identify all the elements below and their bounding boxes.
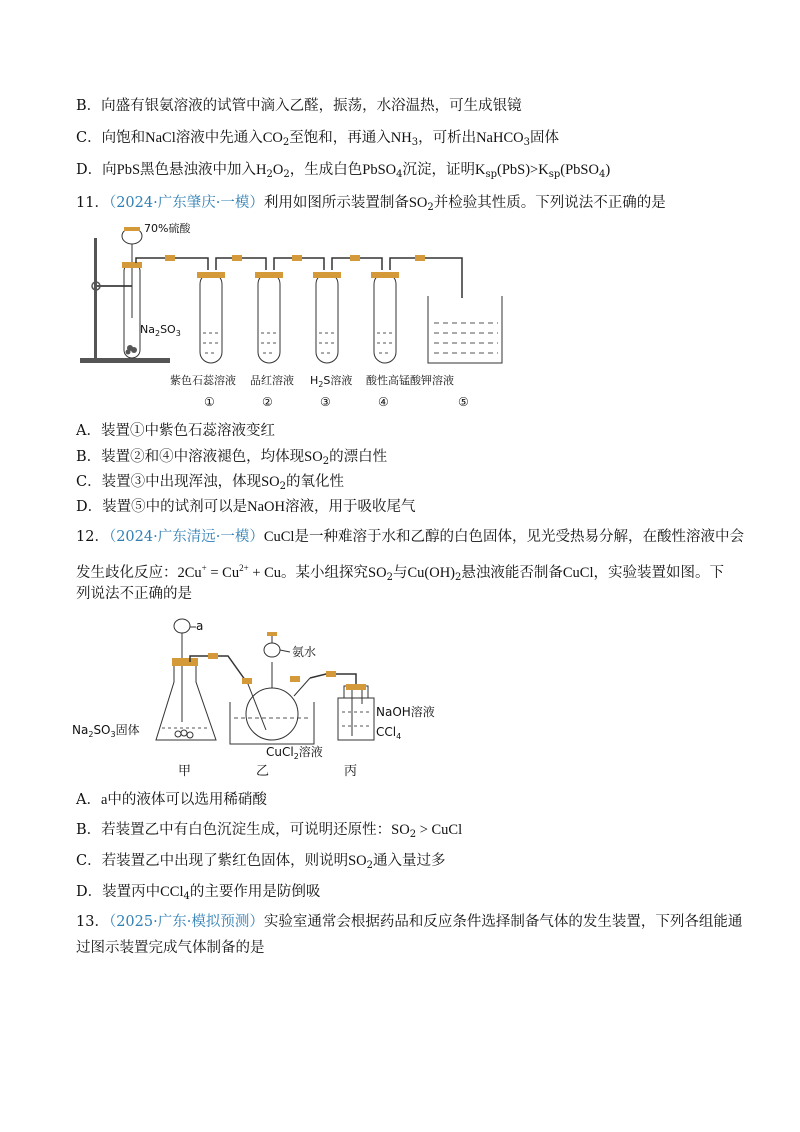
q11-stem: 11．（2024·广东肇庆·一模）利用如图所示装置制备$SO_2$并检验其性质。下列说法不正确的是 [76,195,666,213]
q11-source: （2024·广东肇庆·一模） [108,195,264,211]
solid-label: $Na_2SO_3$固体 [72,723,140,739]
num3: ③ [320,395,331,409]
q11-apparatus-figure [70,218,510,418]
q12-option-c: C．若装置乙中出现了紫红色固体，则说明$SO_2$通入量过多 [76,853,446,871]
q10-option-d: D．向PbS黑色悬浊液中加入$H_2O_2$，生成白色PbSO$_4$沉淀，证明$K_{sp}(PbS)>K_{sp}(PbSO_4)$ [76,162,611,180]
ccl4-label: CCl$_4$ [376,725,402,741]
disproportionation-equation: $2Cu^+ = Cu^{2+} + Cu$ [177,563,282,581]
q11-option-d: D．装置⑤中的试剂可以是NaOH溶液，用于吸收尾气 [76,499,416,515]
q12-option-a: A．a中的液体可以选用稀硝酸 [76,792,267,808]
salt-label: $Na_2SO_3$ [140,323,181,338]
q12-stem-line3: 列说法不正确的是 [76,586,192,602]
acid-label: 70%硫酸 [144,222,191,235]
tube1-label: 紫色石蕊溶液 [170,374,236,387]
ammonia-label: 氨水 [292,645,317,659]
caption-jia: 甲 [178,764,192,779]
funnel-a-label: a [196,619,204,633]
tube4-label: 酸性高锰酸钾溶液 [366,374,454,387]
cucl2-label: CuCl$_2$溶液 [266,745,323,761]
q13-stem-line2: 过图示装置完成气体制备的是 [76,940,265,956]
q13-source: （2025·广东·模拟预测） [108,914,264,930]
q12-option-d: D．装置丙中CCl$_4$的主要作用是防倒吸 [76,884,321,902]
q12-stem-line1: 12．（2024·广东清远·一模）CuCl是一种难溶于水和乙醇的白色固体，见光受热易分解，在酸性溶液中会 [76,529,744,545]
q12-stem-line2: 发生歧化反应：$2Cu^+ = Cu^{2+} + Cu$。某小组探究$SO_2$与$Cu(OH)_2$悬浊液能否制备CuCl，实验装置如图。下 [76,563,724,583]
q13-stem-line1: 13．（2025·广东·模拟预测）实验室通常会根据药品和反应条件选择制备气体的发生装置，下列各组能通 [76,914,743,930]
num2: ② [262,395,273,409]
caption-yi: 乙 [256,764,270,779]
naoh-solution-label: NaOH溶液 [376,705,435,719]
tube2-label: 品红溶液 [250,374,294,387]
q11-option-a: A．装置①中紫色石蕊溶液变红 [76,423,275,439]
caption-bing: 丙 [344,764,358,779]
num1: ① [204,395,215,409]
q10-option-c: C．向饱和NaCl溶液中先通入$CO_2$至饱和，再通入$NH_3$，可析出NaHCO$_3$固体 [76,130,559,148]
num4: ④ [378,395,389,409]
q12-option-b: B．若装置乙中有白色沉淀生成，可说明还原性：$SO_2$ > CuCl [76,822,463,840]
q11-option-c: C．装置③中出现浑浊，体现$SO_2$的氧化性 [76,474,345,492]
q12-apparatus-figure [70,612,470,782]
q10-option-b: B．向盛有银氨溶液的试管中滴入乙醛，振荡，水浴温热，可生成银镜 [76,98,522,114]
q12-source: （2024·广东清远·一模） [108,529,264,545]
q11-option-b: B．装置②和④中溶液褪色，均体现$SO_2$的漂白性 [76,449,388,467]
tube3-label: $H_2S$溶液 [310,374,353,389]
num5: ⑤ [458,395,469,409]
